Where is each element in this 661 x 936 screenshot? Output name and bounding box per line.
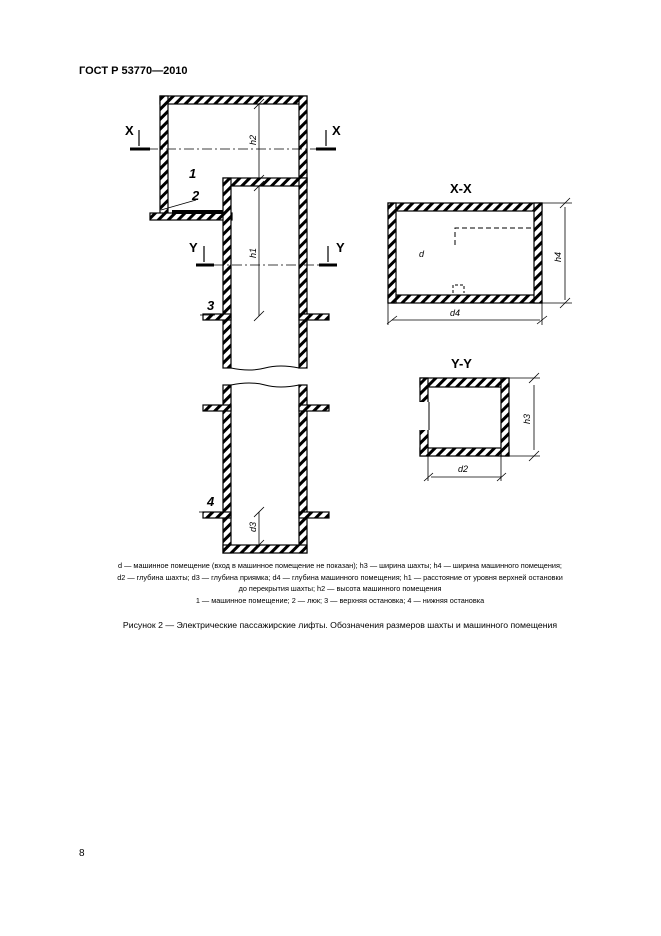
hatch-opening	[172, 210, 224, 214]
section-xx-shaft-outline	[455, 228, 532, 245]
legend-line-2: d2 — глубина шахты; d3 — глубина приямка; d4 — глубина машинного помещения; h1 — расстояние от уровня верхней остановки	[117, 572, 563, 582]
dim-d3-label: d3	[248, 521, 258, 532]
legend-line-3: до перекрытия шахты; h2 — высота машинного помещения	[238, 584, 442, 594]
section-yy-walls	[420, 378, 509, 456]
section-xx-hatch-outline	[453, 285, 464, 293]
section-yy-door-gap	[419, 402, 429, 430]
section-xx-dimensions	[387, 198, 572, 325]
document-header: ГОСТ Р 53770—2010	[79, 65, 188, 77]
figure-legend	[70, 560, 610, 606]
dim-d2-label: d2	[458, 464, 469, 474]
dim-d-label: d	[419, 249, 425, 259]
break-line-lower	[231, 383, 299, 387]
dim-h2-label: h2	[248, 134, 258, 145]
shaft-upper-walls	[203, 178, 329, 368]
legend-line-1: d — машинное помещение (вход в машинное помещение не показан); h3 — ширина шахты; h4 — ширина машинного помещения;	[118, 561, 562, 570]
section-xx-walls	[388, 203, 542, 303]
item-2-label: 2	[192, 188, 200, 203]
shaft-lower-walls	[203, 385, 329, 553]
page-number: 8	[79, 848, 85, 859]
dim-d4-label: d4	[450, 308, 461, 318]
section-xx-title: X-X	[450, 181, 472, 196]
dim-h4-label: h4	[553, 251, 563, 262]
section-yy-title: Y-Y	[451, 356, 472, 371]
legend-line-4: 1 — машинное помещение; 2 — люк; 3 — верхняя остановка; 4 — нижняя остановка	[195, 595, 485, 605]
section-yy-dimensions	[424, 373, 540, 481]
dim-h3-label: h3	[522, 413, 532, 424]
item-1-label: 1	[189, 166, 197, 181]
section-x-right: X	[332, 123, 341, 138]
figure-caption: Рисунок 2 — Электрические пассажирские лифты. Обозначения размеров шахты и машинного помещения	[122, 620, 558, 630]
item-4-label: 4	[207, 494, 215, 509]
break-line-upper	[231, 366, 299, 370]
section-y-left: Y	[189, 240, 198, 255]
item-3-label: 3	[207, 298, 215, 313]
section-y-right: Y	[336, 240, 345, 255]
dim-h1-label: h1	[248, 247, 258, 258]
dimension-lines	[161, 99, 264, 550]
section-x-left: X	[125, 123, 134, 138]
